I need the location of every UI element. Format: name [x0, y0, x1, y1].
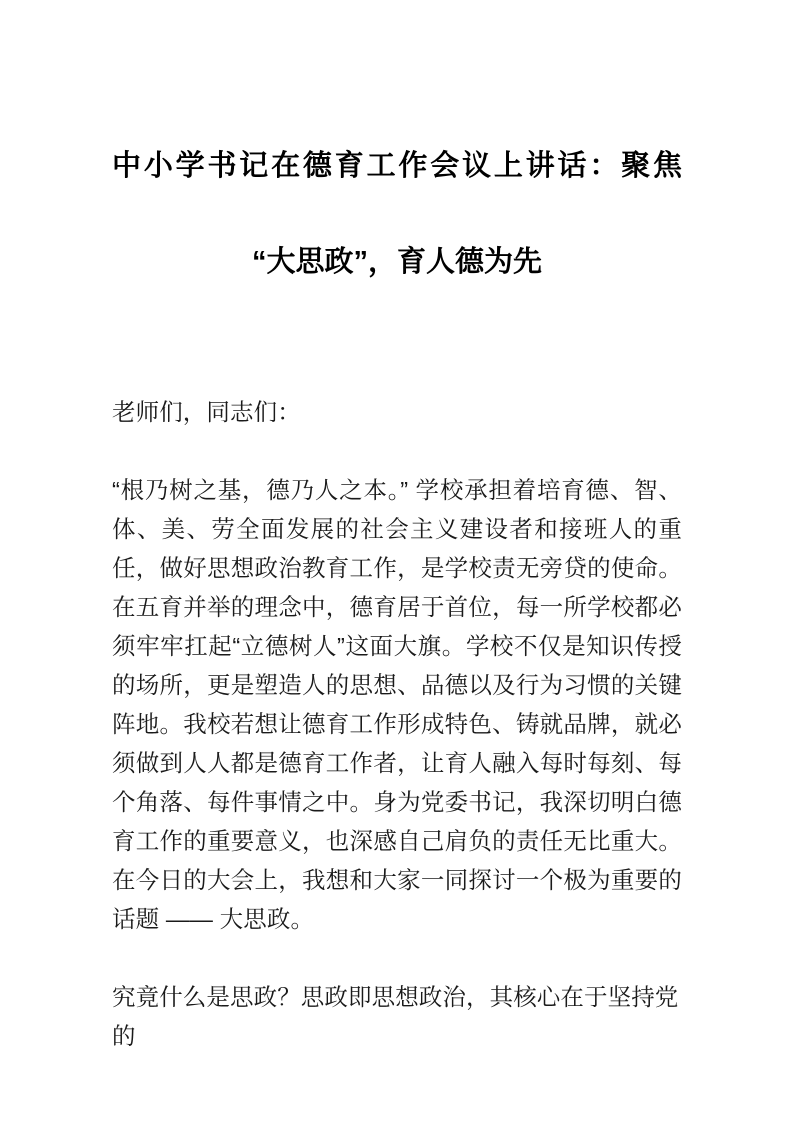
document-title-line-2: “大思政”，育人德为先: [251, 246, 542, 278]
page-content: [112, 0, 682, 1056]
document-title: [112, 0, 682, 310]
document-body: [112, 310, 682, 1056]
salutation-paragraph: 老师们，同志们：: [112, 399, 301, 425]
opening-paragraph: “根乃树之基，德乃人之本。” 学校承担着培育德、智、体、美、劳全面发展的社会主义建设者和接班人的重任，做好思想政治教育工作，是学校责无旁贷的使命。在五育并举的理念中，德育居于首位，每一所学校都必须牢牢扛起“立德树人”这面大旗。学校不仅是知识传授的场所，更是塑造人的思想、品德以及行为习惯的关键阵地。我校若想让德育工作形成特色、铸就品牌，就必须做到人人都是德育工作者，让育人融入每时每刻、每个角落、每件事情之中。身为党委书记，我深切明白德育工作的重要意义，也深感自己肩负的责任无比重大。在今日的大会上，我想和大家一同探讨一个极为重要的话题 —— 大思政。: [112, 477, 682, 932]
second-paragraph: 究竟什么是思政？思政即思想政治，其核心在于坚持党的: [112, 984, 679, 1049]
document-title-line-1: 中小学书记在德育工作会议上讲话：聚焦: [112, 150, 682, 182]
